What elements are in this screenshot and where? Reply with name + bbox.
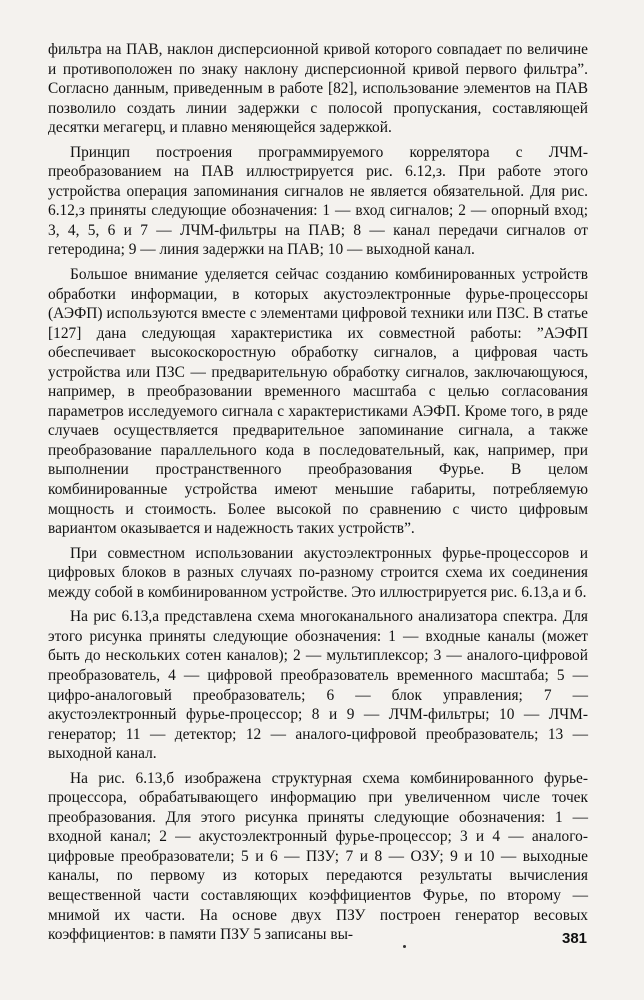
- paragraph-3: Большое внимание уделяется сейчас созданию комбинированных устройств обработки информации, в которых акустоэлектронные фурье-процессоры (АЭФП) используются вместе с элементами цифровой техники или ПЗС. В статье [127] дана следующая характеристика их совместной работы: ”АЭФП обеспечивает высокоскоростную обработку сигналов, а цифровая часть устройства или ПЗС — предварительную обработку сигналов, заключающуюся, например, в преобразовании временного масштаба с целью согласования параметров исследуемого сигнала с характеристиками АЭФП. Кроме того, в ряде случаев осуществляется предварительное запоминание сигнала, а также преобразование параллельного кода в последовательный, как, например, при выполнении пространственного преобразования Фурье. В целом комбинированные устройства имеют меньшие габариты, потребляемую мощность и стоимость. Более высокой по сравнению с чисто цифровым вариантом оказывается и надежность таких устройств”.: [48, 266, 588, 538]
- paragraph-6: На рис. 6.13,б изображена структурная схема комбинированного фурье-процессора, обрабатывающего информацию при увеличенном числе точек преобразования. Для этого рисунка приняты следующие обозначения: 1 — входной канал; 2 — акустоэлектронный фурье-процессор; 3 и 4 — аналого-цифровые преобразователи; 5 и 6 — ПЗУ; 7 и 8 — ОЗУ; 9 и 10 — выходные каналы, по первому из которых передаются результаты вычисления вещественной части составляющих коэффициентов Фурье, по второму — мнимой их части. На основе двух ПЗУ построен генератор весовых коэффициентов: в памяти ПЗУ 5 записаны вы-: [48, 769, 588, 944]
- page-number: 381: [562, 930, 588, 947]
- paragraph-5: На рис 6.13,а представлена схема многоканального анализатора спектра. Для этого рисунка приняты следующие обозначения: 1 — входные каналы (может быть до нескольких сотен каналов); 2 — мультиплексор; 3 — аналого-цифровой преобразователь, 4 — цифровой преобразователь временного масштаба; 5 — цифро-аналоговый преобразователь; 6 — блок управления; 7 — акустоэлектронный фурье-процессор; 8 и 9 — ЛЧМ-фильтры; 10 — ЛЧМ-генератор; 11 — детектор; 12 — аналого-цифровой преобразователь; 13 — выходной канал.: [48, 608, 588, 763]
- print-speck: [403, 945, 406, 948]
- paragraph-4: При совместном использовании акустоэлектронных фурье-процессоров и цифровых блоков в разных случаях по-разному строится схема их соединения между собой в комбинированном устройстве. Это иллюстрируется рис. 6.13,а и б.: [48, 544, 588, 601]
- page-body: [48, 40, 588, 945]
- paragraph-1: фильтра на ПАВ, наклон дисперсионной кривой которого совпадает по величине и противоположен по знаку наклону дисперсионной кривой первого фильтра”. Согласно данным, приведенным в работе [82], использование элементов на ПАВ позволило создать линии задержки с полосой пропускания, составляющей десятки мегагерц, и плавно меняющейся задержкой.: [48, 41, 588, 137]
- paragraph-2: Принцип построения программируемого коррелятора с ЛЧМ-преобразованием на ПАВ иллюстрируется рис. 6.12,з. При работе этого устройства операция запоминания сигналов не является обязательной. Для рис. 6.12,з приняты следующие обозначения: 1 — вход сигналов; 2 — опорный вход; 3, 4, 5, 6 и 7 — ЛЧМ-фильтры на ПАВ; 8 — канал передачи сигналов от гетеродина; 9 — линия задержки на ПАВ; 10 — выходной канал.: [48, 143, 588, 259]
